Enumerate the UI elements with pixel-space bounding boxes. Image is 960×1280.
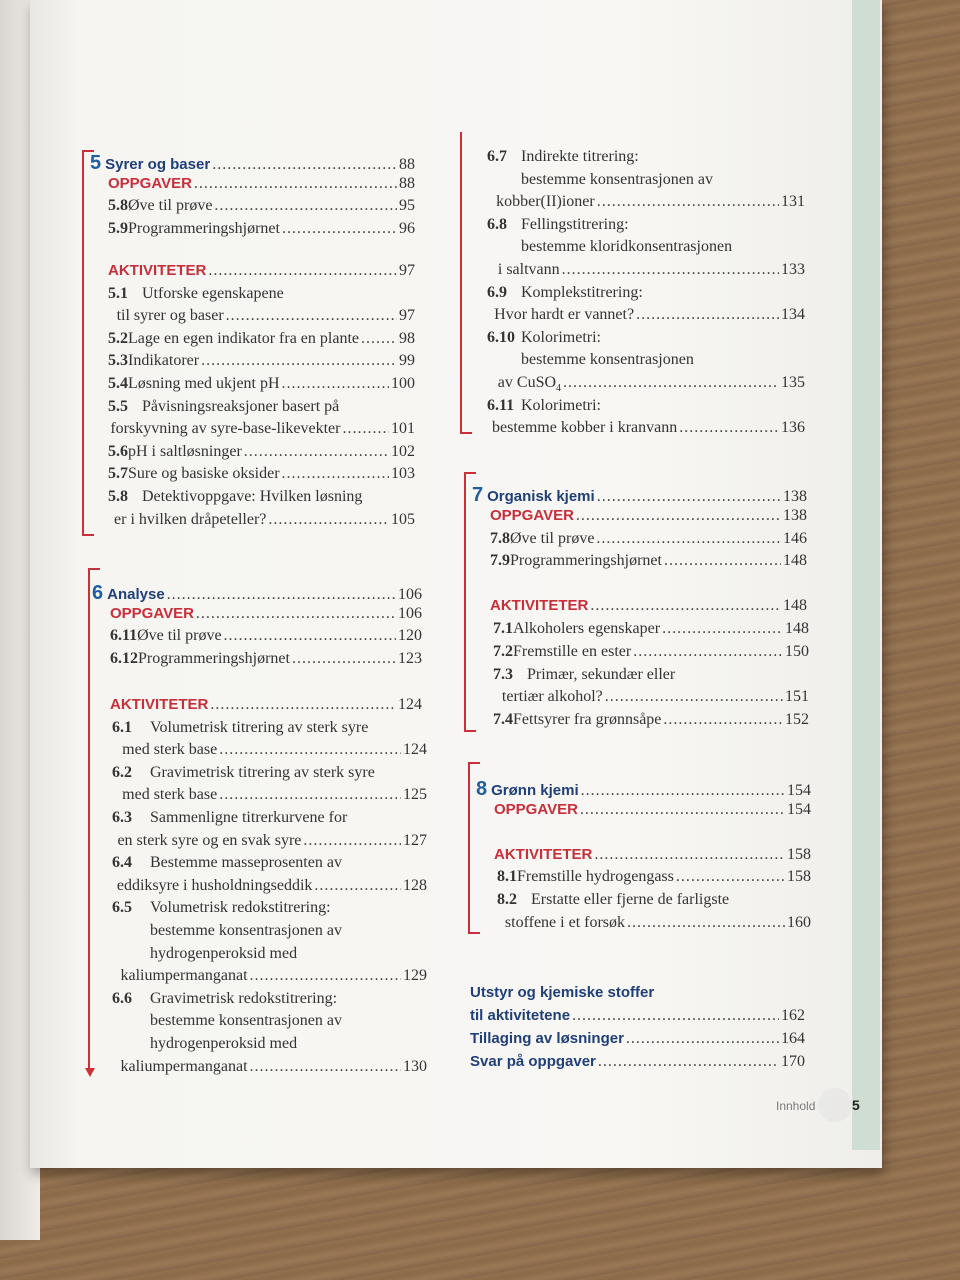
dot-leader [208, 262, 397, 280]
activity-entry [108, 352, 415, 374]
entry-text: med sterk base [122, 786, 218, 804]
aktiviteter-heading [490, 597, 807, 619]
chapter6-continue-arrow [85, 1068, 95, 1077]
entry-text: kaliumpermanganat [120, 1057, 248, 1075]
chapter-number: 5 [90, 152, 102, 174]
dot-leader [663, 711, 783, 729]
entry-text: forskyvning av syre-base-likevekter [110, 420, 341, 438]
page-number-ref: 158 [787, 845, 811, 863]
activity-entry [493, 711, 809, 733]
entry-text: med sterk base [122, 741, 218, 759]
activity-entry [487, 397, 805, 419]
entry-text: Grønn kjemi [491, 782, 579, 799]
activity-entry [108, 330, 415, 352]
dot-leader [581, 782, 785, 800]
entry-text: bestemme kloridkonsentrasjonen [521, 238, 733, 256]
entry-text: OPPGAVER [108, 174, 192, 192]
dot-leader [676, 868, 785, 886]
aktiviteter-heading [494, 846, 811, 868]
chapter5-bracket [82, 150, 94, 536]
appendix-entry [470, 1030, 805, 1052]
activity-entry [112, 990, 427, 1012]
entry-number: 6.10 [487, 328, 515, 346]
dot-leader [626, 1030, 779, 1048]
entry-text: bestemme kobber i kranvann [491, 419, 678, 437]
dot-leader [212, 156, 397, 174]
entry-text: Detektivoppgave: Hvilken løsning [142, 487, 363, 505]
entry-text: hydrogenperoksid med [150, 1034, 298, 1052]
entry-number: 5.7 [108, 465, 128, 483]
dot-leader [361, 330, 397, 348]
entry-text: Kolorimetri: [521, 396, 601, 414]
entry-number: 5.6 [108, 442, 128, 460]
activity-entry [493, 620, 809, 642]
entry-text: Sammenligne titrerkurvene for [150, 808, 348, 826]
page-edge-tab [852, 0, 880, 1150]
task-entry [110, 650, 422, 672]
entry-number: 5.3 [108, 352, 128, 370]
page-number-ref: 158 [787, 868, 811, 886]
activity-entry [112, 967, 427, 989]
page-number-ref: 148 [785, 620, 809, 637]
activity-entry [487, 374, 805, 396]
entry-text: Indirekte titrering: [521, 148, 639, 165]
entry-text: i saltvann [497, 261, 560, 278]
page-number-ref: 88 [399, 174, 415, 192]
dot-leader [224, 627, 396, 645]
entry-number: 7.2 [493, 642, 513, 660]
dot-leader [679, 419, 779, 437]
footer-label: Innhold [776, 1099, 816, 1113]
page-number-ref: 105 [391, 510, 415, 528]
page-number-ref: 100 [391, 374, 415, 392]
dot-leader [282, 465, 389, 483]
activity-entry [112, 719, 427, 741]
activity-entry [497, 891, 811, 913]
entry-number: 7.3 [493, 665, 513, 683]
chapter-number: 7 [472, 484, 484, 506]
entry-number: 7.1 [493, 620, 513, 637]
activity-entry [108, 375, 415, 397]
entry-number: 6.1 [112, 718, 132, 736]
entry-text: Øve til prøve [128, 197, 213, 214]
task-entry [108, 220, 415, 242]
entry-text: Indikatorer [128, 352, 200, 370]
entry-number: 6.7 [487, 148, 507, 165]
page-number-ref: 88 [399, 156, 415, 173]
aktiviteter-heading [110, 696, 422, 718]
entry-text: av CuSO$_4$ [497, 374, 562, 395]
entry-number: 5.8 [108, 487, 128, 505]
entry-text: OPPGAVER [110, 604, 194, 622]
page-number-ref: 127 [403, 831, 427, 849]
chapter-heading [92, 582, 422, 604]
dot-leader [664, 552, 781, 570]
entry-text: en sterk syre og en svak syre [117, 831, 302, 849]
entry-number: 6.3 [112, 808, 132, 826]
entry-number: 6.4 [112, 854, 132, 872]
activity-entry [487, 329, 805, 351]
activity-entry [108, 511, 415, 533]
page-number-ref: 160 [787, 914, 811, 931]
chapter-number: 6 [92, 582, 104, 604]
chapter-heading [476, 778, 811, 800]
entry-number: 7.8 [490, 529, 510, 547]
entry-text: Analyse [107, 586, 165, 603]
entry-text: kaliumpermanganat [120, 967, 248, 985]
chapter-heading [472, 484, 807, 506]
entry-number: 8.1 [497, 868, 517, 886]
activity-entry [108, 465, 415, 487]
entry-text: stoffene i et forsøk [504, 914, 626, 931]
entry-number: 7.4 [493, 711, 513, 729]
entry-number: 5.4 [108, 374, 128, 392]
page-number-ref: 129 [403, 967, 427, 985]
activity-entry [487, 171, 805, 193]
dot-leader [594, 846, 785, 864]
entry-text: Utforske egenskapene [142, 284, 284, 302]
activity-entry [487, 216, 805, 238]
page-number-ref: 154 [787, 782, 811, 799]
entry-number: 6.9 [487, 283, 507, 301]
page-number: 5 [852, 1097, 860, 1113]
entry-number: 6.6 [112, 989, 132, 1007]
activity-entry [112, 1012, 427, 1034]
activity-entry [112, 945, 427, 967]
dot-leader [596, 530, 781, 548]
activity-entry [112, 854, 427, 876]
activity-entry [112, 809, 427, 831]
entry-text: bestemme konsentrasjonen av [150, 921, 342, 939]
page-number-ref: 106 [398, 586, 422, 603]
dot-leader [219, 741, 401, 759]
page-number-ref: 148 [783, 552, 807, 570]
activity-entry [112, 922, 427, 944]
entry-number: 5.2 [108, 329, 128, 347]
entry-text: Hvor hardt er vannet? [494, 306, 635, 324]
activity-entry [108, 307, 415, 329]
activity-entry [108, 398, 415, 420]
entry-text: Volumetrisk redokstitrering: [150, 899, 331, 917]
entry-text: AKTIVITETER [108, 262, 207, 279]
dot-leader [597, 193, 779, 211]
dot-leader [580, 801, 785, 819]
page-number-ref: 124 [403, 741, 427, 759]
page-number-ref: 154 [787, 800, 811, 818]
page-number-ref: 128 [403, 876, 427, 894]
entry-text: Fellingstitrering: [521, 215, 629, 233]
dot-leader [219, 786, 401, 804]
dot-leader [303, 832, 401, 850]
chapter6-bracket [88, 568, 100, 1070]
activity-entry [487, 284, 805, 306]
activity-entry [112, 786, 427, 808]
page-number-ref: 146 [783, 529, 807, 547]
entry-text: Komplekstitrering: [521, 283, 643, 301]
appendix-entry [470, 1053, 805, 1075]
activity-entry [112, 741, 427, 763]
page-number-ref: 97 [399, 262, 415, 279]
entry-text: Fremstille hydrogengass [517, 868, 674, 886]
dot-leader [598, 1053, 779, 1071]
dot-leader [282, 220, 397, 238]
page-number-ref: 162 [781, 1007, 805, 1024]
activity-entry [493, 666, 809, 688]
page-number-ref: 138 [783, 506, 807, 524]
activity-entry [108, 420, 415, 442]
entry-number: 5.8 [108, 197, 128, 214]
entry-text: Lage en egen indikator fra en plante [128, 329, 359, 347]
dot-leader [214, 197, 397, 215]
activity-entry [112, 1035, 427, 1057]
entry-text: Gravimetrisk titrering av sterk syre [150, 763, 375, 781]
entry-text: Fettsyrer fra grønnsåpe [513, 711, 662, 729]
entry-text: bestemme konsentrasjonen [521, 351, 694, 369]
chapter-number: 8 [476, 778, 488, 800]
dot-leader [563, 374, 779, 392]
activity-entry [493, 688, 809, 710]
activity-entry [487, 148, 805, 170]
entry-text: Øve til prøve [510, 529, 595, 547]
dot-leader [576, 507, 781, 525]
dot-leader [167, 586, 396, 604]
page-number-ref: 150 [785, 642, 809, 660]
page-number-ref: 97 [399, 307, 415, 325]
entry-number: 6.11 [487, 396, 515, 414]
dot-leader [268, 511, 389, 529]
page-number-ref: 125 [403, 786, 427, 804]
page-number-ref: 95 [399, 197, 415, 214]
dot-leader [572, 1007, 779, 1025]
page-number-ref: 135 [781, 374, 805, 391]
dot-leader [250, 1058, 401, 1076]
oppgaver-heading [494, 801, 811, 823]
page-number-circle [818, 1088, 852, 1122]
dot-leader [194, 175, 397, 193]
entry-number: 5.5 [108, 397, 128, 415]
dot-leader [562, 261, 779, 279]
entry-text: bestemme konsentrasjonen av [150, 1012, 342, 1030]
activity-entry [112, 1058, 427, 1080]
entry-text: Primær, sekundær eller [527, 665, 676, 683]
page-number-ref: 120 [398, 627, 422, 644]
entry-number: 5.9 [108, 219, 128, 237]
entry-text: Utstyr og kjemiske stoffer [470, 984, 655, 1001]
page-number-ref: 130 [403, 1057, 427, 1075]
dot-leader [627, 914, 785, 932]
dot-leader [314, 877, 401, 895]
dot-leader [633, 643, 783, 661]
aktiviteter-heading [108, 262, 415, 284]
page-number-ref: 99 [399, 352, 415, 370]
activity-entry [497, 868, 811, 890]
dot-leader [597, 488, 781, 506]
page-number-ref: 131 [781, 193, 805, 211]
dot-leader [636, 306, 779, 324]
page-number-ref: 101 [391, 420, 415, 438]
dot-leader [226, 307, 397, 325]
page-number-ref: 151 [785, 688, 809, 706]
activity-entry [487, 351, 805, 373]
activity-entry [487, 306, 805, 328]
dot-leader [292, 650, 396, 668]
entry-text: Programmeringshjørnet [510, 552, 662, 570]
entry-text: Øve til prøve [137, 627, 222, 644]
activity-entry [497, 914, 811, 936]
entry-text: OPPGAVER [494, 800, 578, 818]
activity-entry [112, 899, 427, 921]
entry-text: Kolorimetri: [521, 328, 601, 346]
entry-text: Svar på oppgaver [470, 1053, 596, 1070]
page-number-ref: 133 [781, 261, 805, 278]
entry-text: AKTIVITETER [110, 696, 209, 713]
oppgaver-heading [490, 507, 807, 529]
entry-text: AKTIVITETER [490, 597, 589, 615]
entry-text: tertiær alkohol? [501, 688, 603, 706]
chapter6-continued-bracket [460, 132, 472, 434]
entry-text: Erstatte eller fjerne de farligste [531, 891, 730, 909]
oppgaver-heading [110, 605, 422, 627]
entry-number: 5.1 [108, 284, 128, 302]
dot-leader [282, 375, 389, 393]
entry-text: Fremstille en ester [513, 642, 632, 660]
page-number-ref: 164 [781, 1030, 805, 1047]
entry-text: AKTIVITETER [494, 845, 593, 863]
entry-text: Påvisningsreaksjoner basert på [142, 397, 340, 415]
task-entry [110, 627, 422, 649]
entry-number: 6.8 [487, 215, 507, 233]
activity-entry [487, 193, 805, 215]
entry-text: til aktivitetene [470, 1007, 571, 1024]
activity-entry [487, 261, 805, 283]
entry-number: 8.2 [497, 891, 517, 909]
page-number-ref: 134 [781, 306, 805, 324]
page-number-ref: 124 [398, 696, 422, 713]
chapter7-bracket [464, 472, 476, 732]
entry-text: til syrer og baser [116, 307, 224, 325]
activity-entry [487, 419, 805, 441]
page-number-ref: 98 [399, 329, 415, 347]
appendix-entry [470, 1007, 805, 1029]
entry-text: Syrer og baser [105, 156, 211, 173]
entry-text: Bestemme masseprosenten av [150, 854, 342, 872]
page-number-ref: 170 [781, 1053, 805, 1070]
entry-number: 6.5 [112, 899, 132, 917]
activity-entry [112, 832, 427, 854]
entry-text: er i hvilken dråpeteller? [114, 510, 267, 528]
page-number-ref: 152 [785, 711, 809, 729]
entry-text: pH i saltløsninger [128, 442, 242, 460]
task-entry [490, 552, 807, 574]
appendix-entry [470, 984, 805, 1006]
activity-entry [108, 443, 415, 465]
page-number-ref: 102 [391, 442, 415, 460]
entry-text: OPPGAVER [490, 506, 574, 524]
page-number-ref: 96 [399, 219, 415, 237]
dot-leader [590, 597, 781, 615]
entry-text: Løsning med ukjent pH [128, 374, 280, 392]
chapter-heading [90, 152, 415, 174]
entry-text: bestemme konsentrasjonen av [521, 170, 713, 188]
dot-leader [196, 605, 396, 623]
entry-text: Gravimetrisk redokstitrering: [150, 989, 338, 1007]
dot-leader [250, 967, 401, 985]
subscript: 4 [556, 383, 562, 395]
page-number-ref: 106 [398, 604, 422, 622]
entry-text: Programmeringshjørnet [138, 649, 290, 667]
activity-entry [108, 285, 415, 307]
entry-number: 7.9 [490, 552, 510, 570]
entry-text: hydrogenperoksid med [150, 944, 298, 962]
dot-leader [605, 688, 783, 706]
task-entry [490, 530, 807, 552]
entry-text: kobber(II)ioner [496, 193, 595, 211]
dot-leader [210, 696, 396, 714]
entry-text: Sure og basiske oksider [128, 465, 280, 483]
dot-leader [662, 620, 783, 638]
page-number-ref: 136 [781, 419, 805, 437]
page-number-ref: 123 [398, 649, 422, 667]
entry-text: Tillaging av løsninger [470, 1030, 624, 1047]
activity-entry [493, 643, 809, 665]
entry-number: 6.12 [110, 649, 138, 667]
entry-text: Programmeringshjørnet [128, 219, 280, 237]
page-number-ref: 148 [783, 597, 807, 615]
entry-text: Alkoholers egenskaper [513, 620, 661, 637]
dot-leader [244, 443, 389, 461]
entry-text: eddiksyre i husholdningseddik [116, 876, 313, 894]
page-number-ref: 138 [783, 488, 807, 505]
dot-leader [201, 352, 397, 370]
entry-number: 6.2 [112, 763, 132, 781]
entry-number: 6.11 [110, 627, 138, 644]
oppgaver-heading [108, 175, 415, 197]
activity-entry [487, 238, 805, 260]
activity-entry [112, 877, 427, 899]
entry-text: Volumetrisk titrering av sterk syre [150, 718, 369, 736]
entry-text: Organisk kjemi [487, 488, 595, 505]
dot-leader [342, 420, 389, 438]
activity-entry [112, 764, 427, 786]
activity-entry [108, 488, 415, 510]
page-number-ref: 103 [391, 465, 415, 483]
task-entry [108, 197, 415, 219]
